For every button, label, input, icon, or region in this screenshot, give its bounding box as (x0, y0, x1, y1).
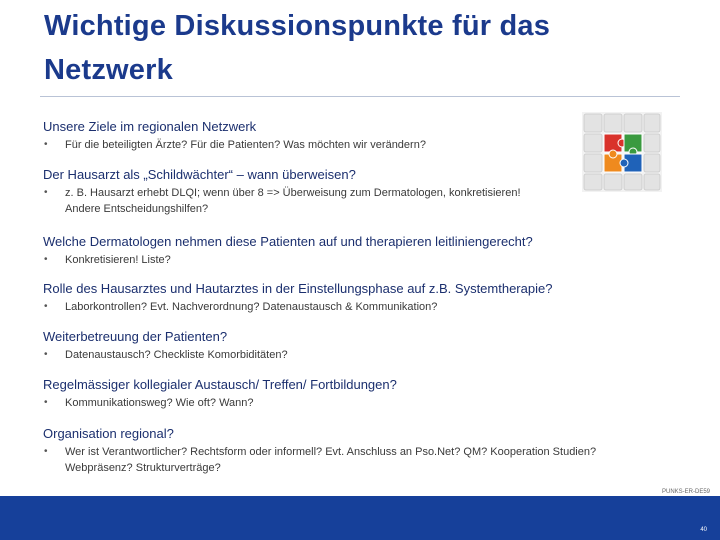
section-heading: Unsere Ziele im regionalen Netzwerk (43, 119, 257, 134)
section-bullet: • Für die beteiligten Ärzte? Für die Patienten? Was möchten wir verändern? (43, 137, 426, 153)
section-bullet: • Kommunikationsweg? Wie oft? Wann? (43, 395, 397, 411)
section-dermatologists (43, 233, 533, 268)
section-organisation (43, 425, 665, 476)
title-divider (40, 96, 680, 97)
section-bullet: • Laborkontrollen? Evt. Nachverordnung? Datenaustausch & Kommunikation? (43, 299, 552, 315)
section-heading: Welche Dermatologen nehmen diese Patienten auf und therapieren leitliniengerecht? (43, 234, 533, 249)
section-goals (43, 118, 426, 153)
slide-title: Wichtige Diskussionspunkte für das Netzwerk (44, 10, 551, 86)
footer-bar (0, 496, 720, 540)
section-heading: Regelmässiger kollegialer Austausch/ Treffen/ Fortbildungen? (43, 377, 397, 392)
section-heading: Der Hausarzt als „Schildwächter“ – wann überweisen? (43, 167, 356, 182)
section-roles (43, 280, 552, 315)
section-bullet: • Datenaustausch? Checkliste Komorbiditäten? (43, 347, 288, 363)
section-bullet: • Wer ist Verantwortlicher? Rechtsform oder informell? Evt. Anschluss an Pso.Net? QM? Kooperation Studien? Webpräsenz? Strukturverträge? (43, 444, 665, 476)
puzzle-pieces-icon (582, 112, 662, 192)
section-heading: Weiterbetreuung der Patienten? (43, 329, 228, 344)
section-exchange (43, 376, 397, 411)
section-gatekeeper (43, 166, 535, 217)
section-bullet: • z. B. Hausarzt erhebt DLQI; wenn über 8 => Überweisung zum Dermatologen, konkretisieren! Andere Entscheidungshilfen? (43, 185, 535, 217)
document-code: PUNKS-ER-DE59 (661, 489, 710, 495)
section-followup (43, 328, 288, 363)
section-bullet: • Konkretisieren! Liste? (43, 252, 533, 268)
page-number: 40 (700, 527, 707, 533)
section-heading: Organisation regional? (43, 426, 174, 441)
section-heading: Rolle des Hausarztes und Hautarztes in der Einstellungsphase auf z.B. Systemtherapie? (43, 281, 553, 296)
